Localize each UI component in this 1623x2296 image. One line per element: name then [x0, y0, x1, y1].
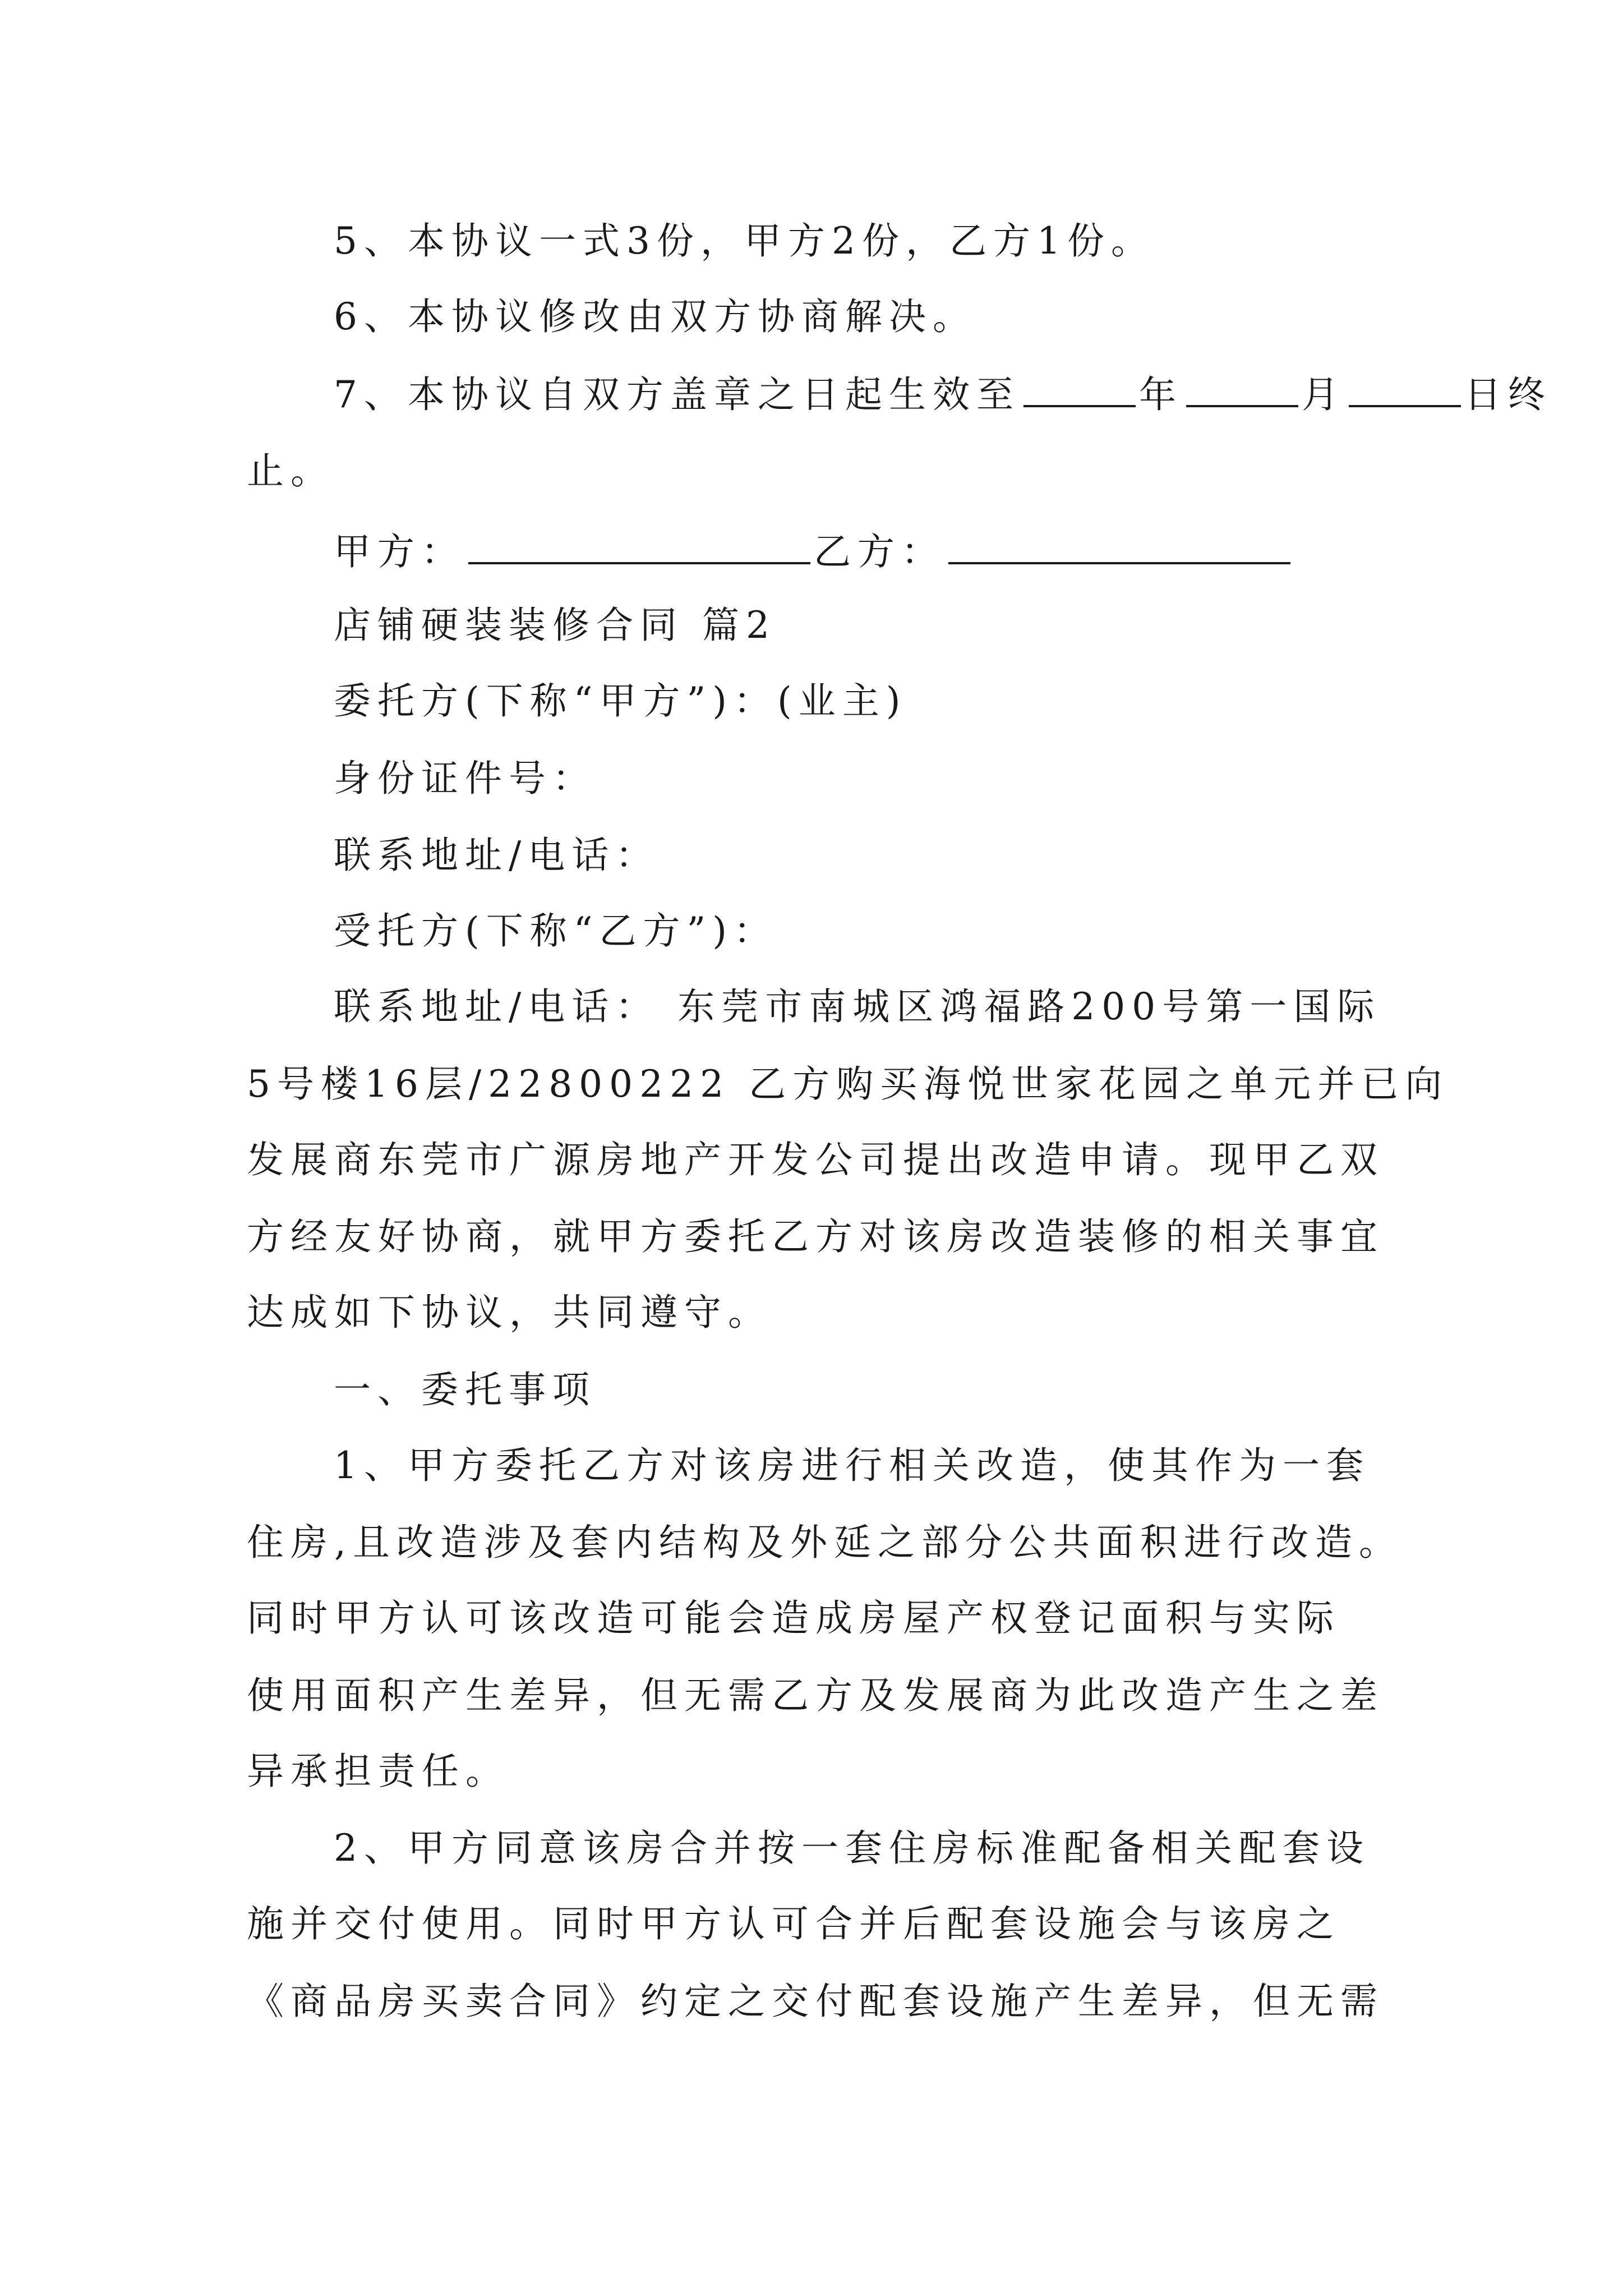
- item-1-text: 1、甲方委托乙方对该房进行相关改造，使其作为一套: [334, 1444, 1370, 1487]
- month-blank: [1186, 370, 1298, 407]
- client-text: 委托方(下称“甲方”)：(业主): [334, 679, 907, 723]
- heading-entrusted-matters: [334, 1368, 596, 1412]
- paragraph-line: [247, 1673, 1384, 1718]
- paragraph-line: [247, 1290, 772, 1335]
- party-b-signature-blank: [948, 527, 1290, 564]
- day-end-label: 日终: [1464, 373, 1552, 416]
- paragraph-text: 住房,且改造涉及套内结构及外延之部分公共面积进行改造。: [247, 1521, 1403, 1564]
- client-contact-line: [334, 833, 659, 878]
- trustee-text: 受托方(下称“乙方”)：: [334, 909, 777, 953]
- trustee-contact-text: 联系地址/电话： 东莞市南城区鸿福路200号第一国际: [334, 985, 1381, 1028]
- paragraph-line: [247, 1902, 1340, 1947]
- paragraph-line: [247, 1138, 1384, 1182]
- paragraph-text: 施并交付使用。同时甲方认可合并后配套设施会与该房之: [247, 1902, 1340, 1945]
- party-a-signature-blank: [468, 527, 810, 564]
- paragraph-line: [247, 1979, 1384, 2024]
- id-number-text: 身份证件号：: [334, 757, 596, 800]
- party-a-label: 甲方：: [334, 530, 465, 573]
- paragraph-text: 发展商东莞市广源房地产开发公司提出改造申请。现甲乙双: [247, 1138, 1384, 1181]
- year-blank: [1023, 370, 1136, 407]
- heading-text: 一、委托事项: [334, 1368, 596, 1411]
- month-label: 月: [1302, 373, 1345, 416]
- clause-7-end-text: 止。: [247, 449, 334, 493]
- paragraph-text: 异承担责任。: [247, 1750, 509, 1793]
- signature-line: [334, 527, 1294, 574]
- trustee-line: [334, 909, 777, 954]
- paragraph-text: 使用面积产生差异，但无需乙方及发展商为此改造产生之差: [247, 1674, 1384, 1717]
- paragraph-text: 方经友好协商，就甲方委托乙方对该房改造装修的相关事宜: [247, 1215, 1384, 1258]
- clause-7: [334, 370, 1552, 417]
- section-title: [334, 603, 776, 648]
- paragraph-line: [247, 1749, 509, 1794]
- party-b-label: 乙方：: [814, 530, 945, 573]
- paragraph-line: [247, 1596, 1340, 1641]
- paragraph-line: [247, 1520, 1403, 1565]
- clause-5-text: 5、本协议一式3份，甲方2份，乙方1份。: [334, 219, 1155, 263]
- year-label: 年: [1139, 373, 1183, 416]
- item-1-line: [334, 1443, 1370, 1488]
- paragraph-text: 达成如下协议，共同遵守。: [247, 1291, 772, 1334]
- clause-7-text: 7、本协议自双方盖章之日起生效至: [334, 373, 1020, 416]
- clause-6: [334, 295, 976, 339]
- paragraph-text: 5号楼16层/22800222 乙方购买海悦世家花园之单元并已向: [247, 1062, 1449, 1106]
- item-2-text: 2、甲方同意该房合并按一套住房标准配备相关配套设: [334, 1826, 1370, 1870]
- paragraph-text: 同时甲方认可该改造可能会造成房屋产权登记面积与实际: [247, 1596, 1340, 1640]
- clause-5: [334, 219, 1155, 264]
- trustee-contact-line: [334, 984, 1381, 1029]
- section-title-text: 店铺硬装装修合同 篇2: [334, 604, 776, 647]
- item-2-line: [334, 1826, 1370, 1871]
- day-blank: [1349, 370, 1461, 407]
- clause-7-continued: [247, 449, 334, 494]
- id-number-line: [334, 756, 596, 801]
- client-line: [334, 679, 907, 724]
- paragraph-line: [247, 1214, 1384, 1259]
- paragraph-text: 《商品房买卖合同》约定之交付配套设施产生差异，但无需: [247, 1980, 1384, 2023]
- paragraph-line: [247, 1062, 1449, 1107]
- client-contact-text: 联系地址/电话：: [334, 834, 660, 877]
- clause-6-text: 6、本协议修改由双方协商解决。: [334, 295, 976, 338]
